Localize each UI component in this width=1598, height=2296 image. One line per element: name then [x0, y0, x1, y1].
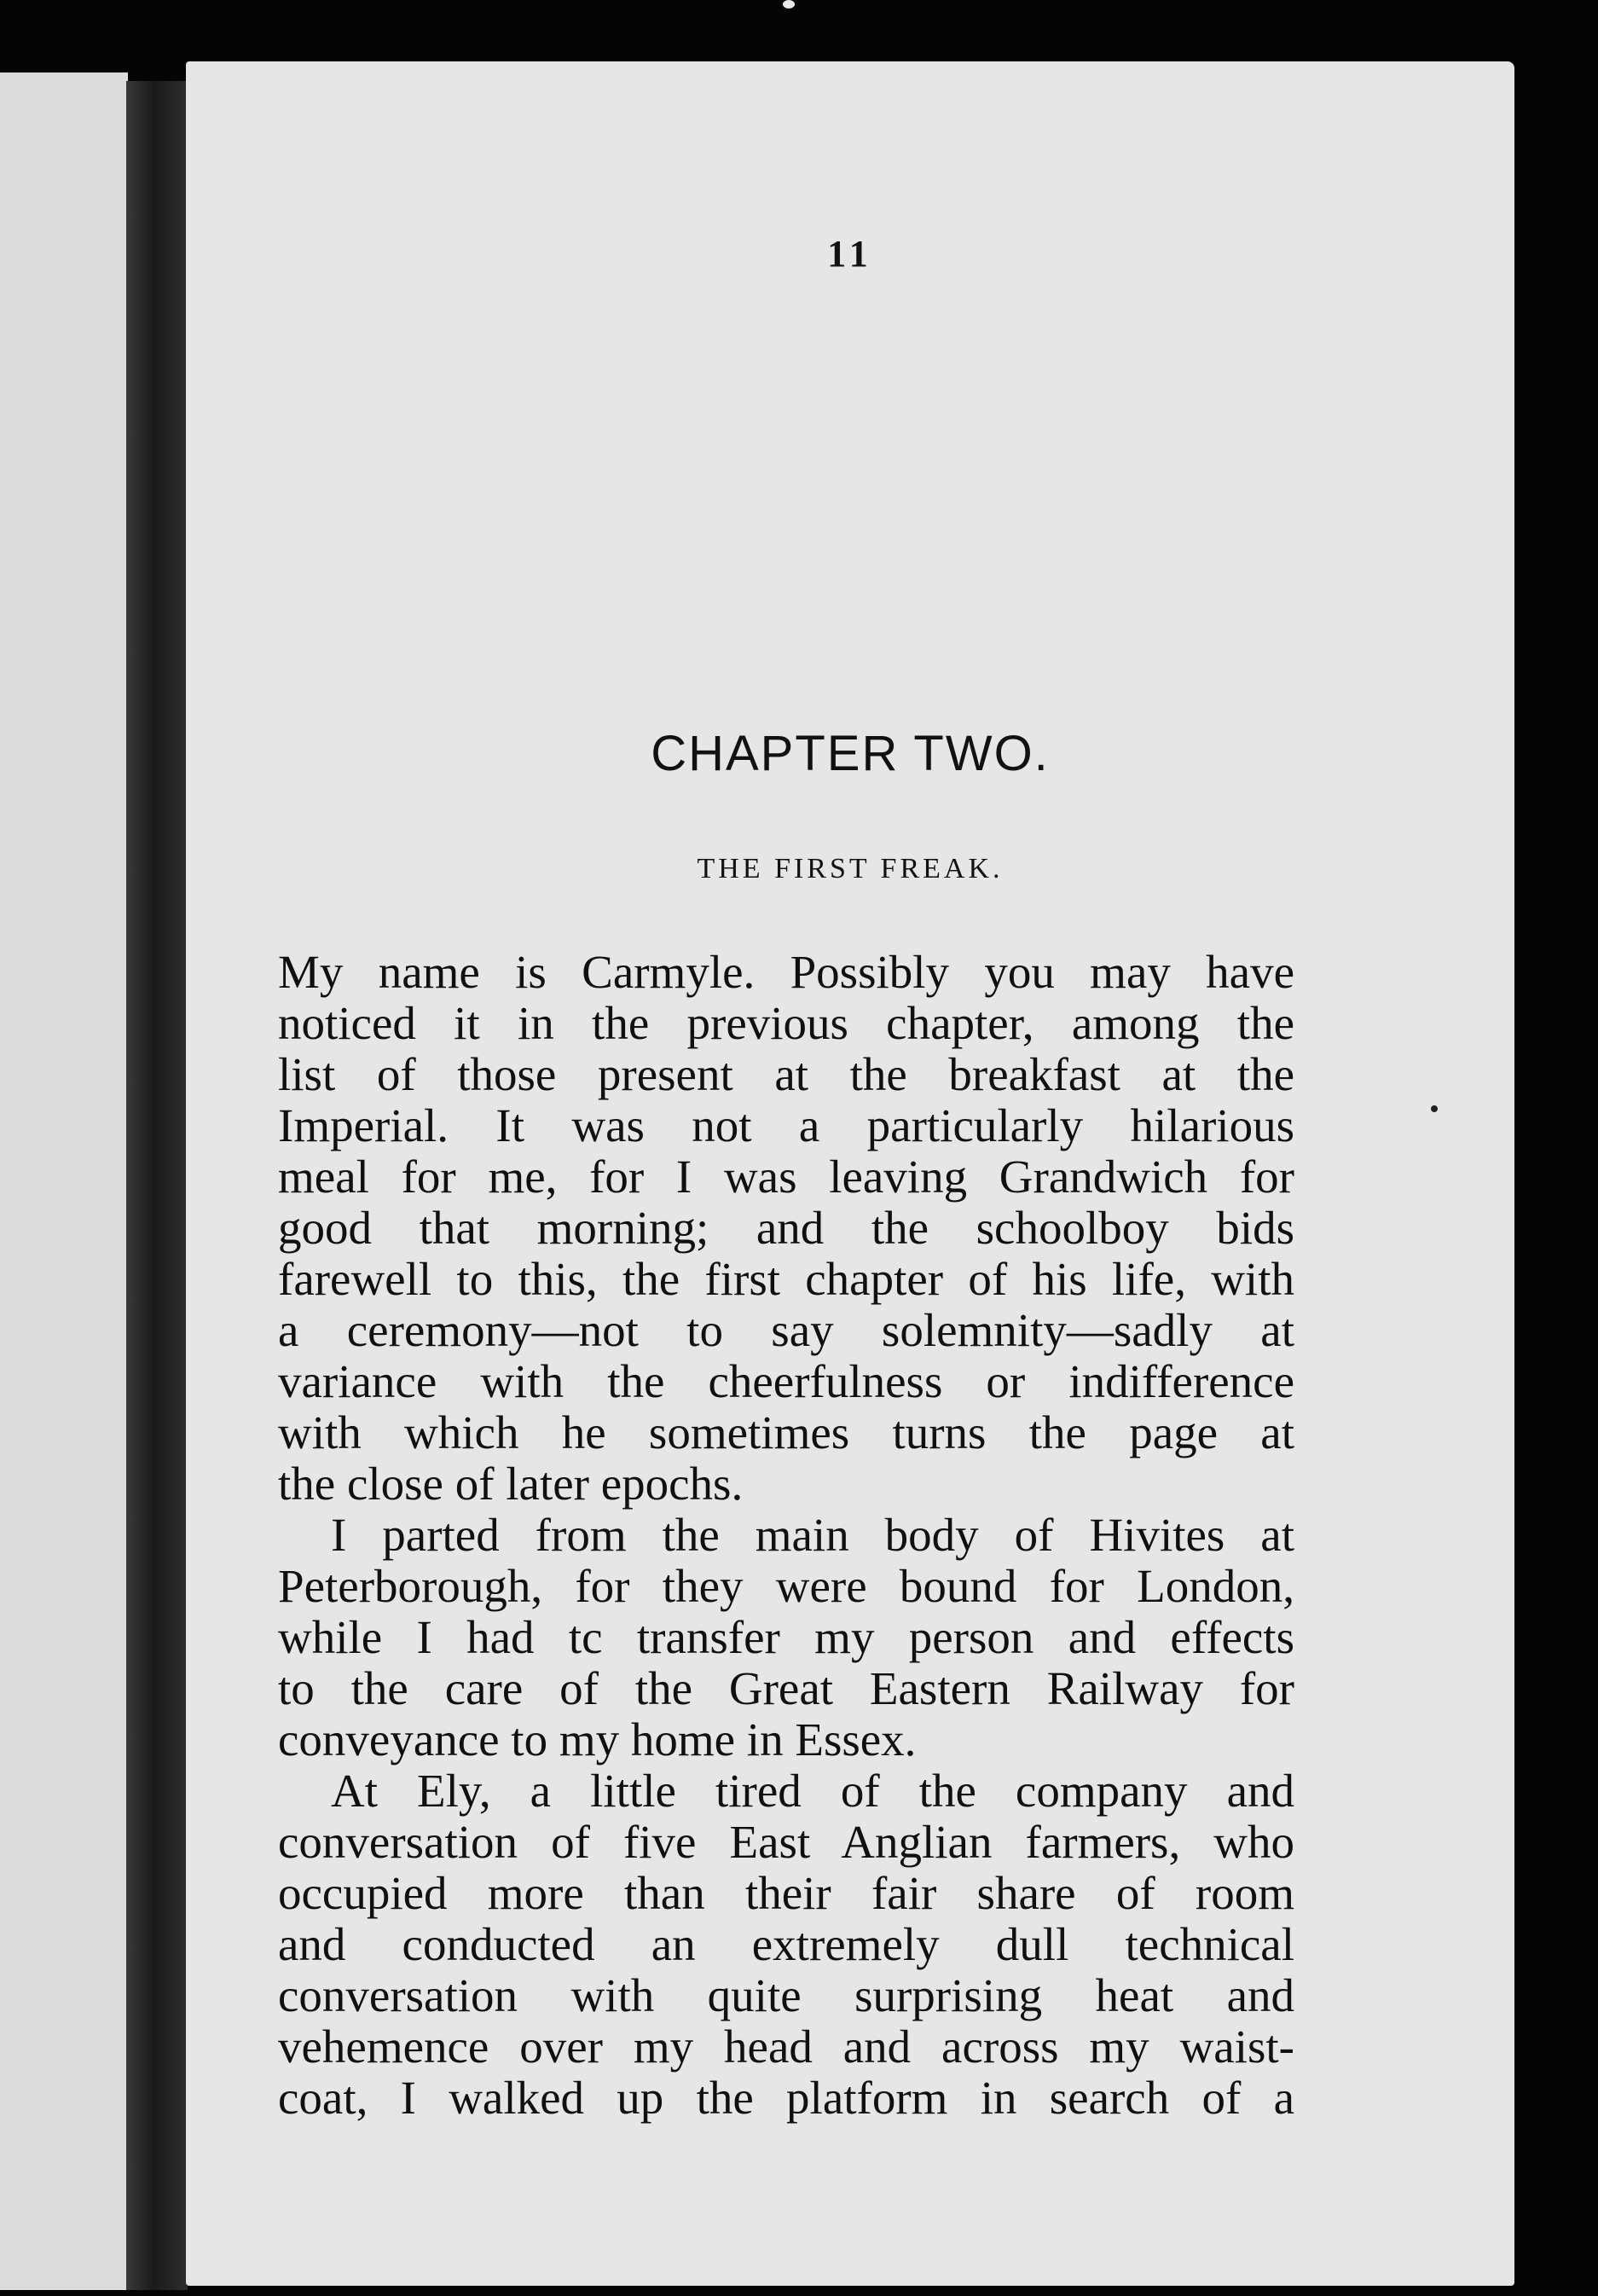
text-line: At Ely, a little tired of the company and	[331, 1765, 1294, 1817]
text-line: while I had tc transfer my person and effects	[278, 1611, 1294, 1663]
text-line: I parted from the main body of Hivites at	[331, 1509, 1294, 1561]
text-line: conversation of five East Anglian farmers, who	[278, 1816, 1294, 1868]
facing-page-edge	[0, 72, 128, 2290]
text-line: My name is Carmyle. Possibly you may have	[278, 946, 1294, 998]
chapter-subtitle: THE FIRST FREAK.	[697, 853, 1004, 884]
paragraph-2	[278, 1510, 1294, 1765]
text-line: vehemence over my head and across my waist-	[278, 2021, 1294, 2073]
text-line: the close of later epochs.	[278, 1458, 744, 1510]
text-line: conversation with quite surprising heat and	[278, 1969, 1294, 2021]
text-line: good that morning; and the schoolboy bids	[278, 1202, 1294, 1254]
text-line: variance with the cheerfulness or indifference	[278, 1355, 1294, 1407]
text-line: noticed it in the previous chapter, among the	[278, 997, 1294, 1049]
text-line: farewell to this, the first chapter of his life, with	[278, 1253, 1294, 1305]
text-line: list of those present at the breakfast at the	[278, 1048, 1294, 1100]
body-text	[278, 947, 1294, 2124]
page-number: 11	[827, 233, 873, 275]
text-line: with which he sometimes turns the page at	[278, 1406, 1294, 1458]
paragraph-3	[278, 1765, 1294, 2124]
text-line: to the care of the Great Eastern Railway for	[278, 1662, 1294, 1714]
text-line: coat, I walked up the platform in search of a	[278, 2072, 1294, 2124]
text-line: Peterborough, for they were bound for London,	[278, 1560, 1294, 1612]
text-line: Imperial. It was not a particularly hilarious	[278, 1099, 1294, 1151]
text-line: meal for me, for I was leaving Grandwich for	[278, 1151, 1294, 1203]
scan-speck	[783, 0, 795, 9]
book-page	[186, 61, 1514, 2286]
text-line: and conducted an extremely dull technical	[278, 1918, 1294, 1970]
scan-speck	[1431, 1105, 1438, 1112]
chapter-title: CHAPTER TWO.	[651, 726, 1050, 781]
text-line: conveyance to my home in Essex.	[278, 1713, 917, 1765]
text-line: a ceremony—not to say solemnity—sadly at	[278, 1304, 1294, 1356]
paragraph-1	[278, 947, 1294, 1510]
text-line: occupied more than their fair share of room	[278, 1867, 1294, 1919]
book-gutter	[126, 81, 188, 2290]
